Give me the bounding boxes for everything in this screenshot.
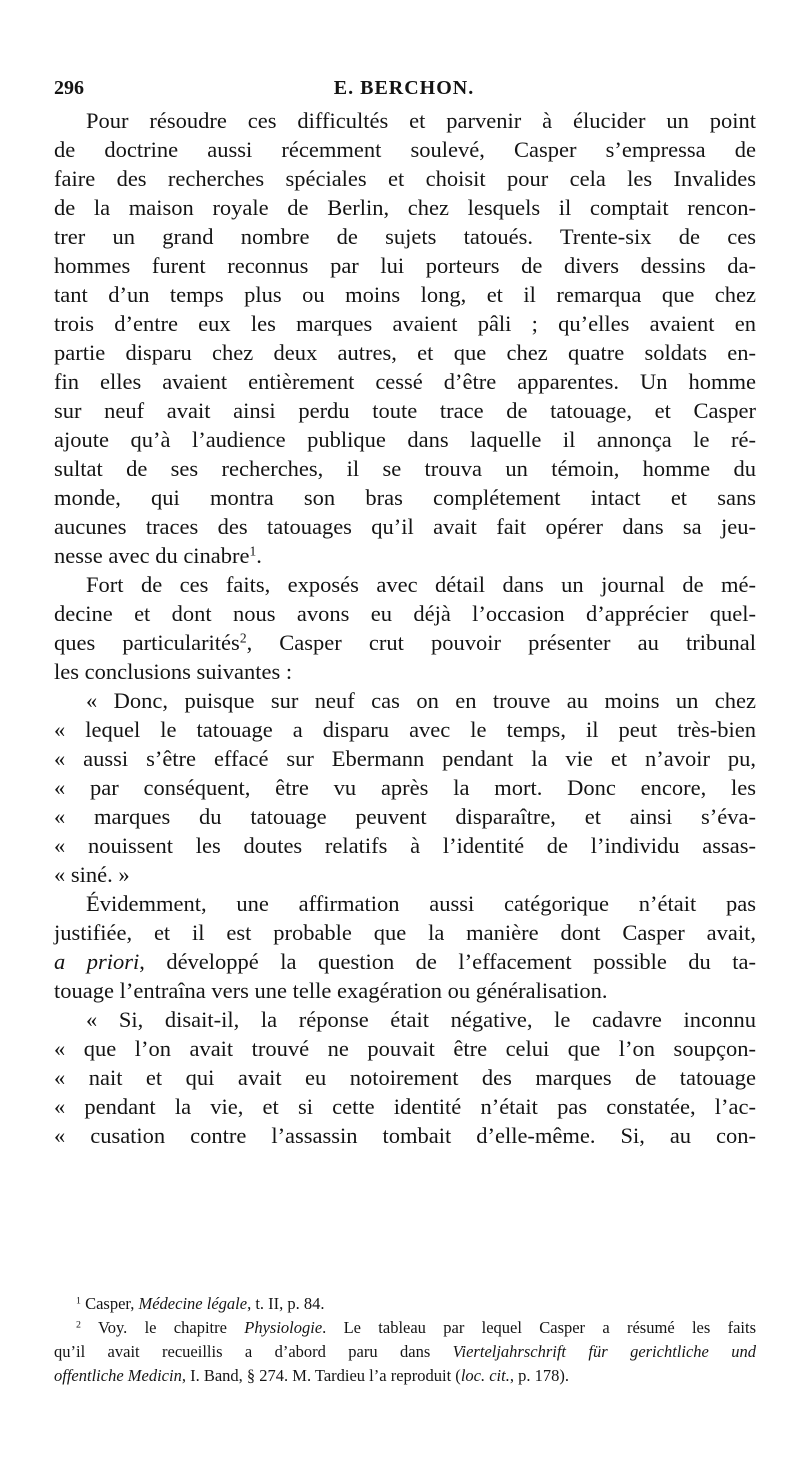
footnote-line	[54, 1292, 756, 1316]
text-line	[54, 1063, 756, 1092]
line-text: nesse avec du cinabre	[54, 543, 250, 568]
text-line	[54, 280, 756, 309]
text-line	[54, 1092, 756, 1121]
text-line	[54, 396, 756, 425]
line-text: de doctrine aussi récemment soulevé, Casper s’empressa de	[54, 137, 756, 162]
line-text: justifiée, et il est probable que la manière dont Casper avait,	[54, 920, 756, 945]
line-text: Évidemment, une affirmation aussi catégorique n’était pas	[86, 891, 756, 916]
line-text: « siné. »	[54, 862, 130, 887]
text-line	[54, 802, 756, 831]
line-text: monde, qui montra son bras complétement intact et sans	[54, 485, 756, 510]
footnote-ref: 1	[249, 543, 257, 559]
text-line	[54, 541, 756, 570]
line-text: sultat de ses recherches, il se trouva un témoin, homme du	[54, 456, 756, 481]
text-line	[54, 425, 756, 454]
text-line	[54, 512, 756, 541]
line-text: « Si, disait-il, la réponse était négative, le cadavre inconnu	[86, 1007, 756, 1032]
text-line	[54, 251, 756, 280]
text-line	[54, 686, 756, 715]
text-line	[54, 483, 756, 512]
line-text: de la maison royale de Berlin, chez lesquels il comptait rencon-	[54, 195, 756, 220]
text-line	[54, 1121, 756, 1150]
text-line	[54, 831, 756, 860]
line-text: partie disparu chez deux autres, et que chez quatre soldats en-	[54, 340, 756, 365]
line-text: « par conséquent, être vu après la mort. Donc encore, les	[54, 775, 756, 800]
text-line	[54, 715, 756, 744]
text-line	[54, 222, 756, 251]
text-line	[54, 1005, 756, 1034]
text-line	[54, 976, 756, 1005]
text-line	[54, 744, 756, 773]
italic-text: Physiologie	[244, 1318, 323, 1337]
text-line	[54, 570, 756, 599]
line-text-continued: , t. II, p. 84.	[247, 1294, 325, 1313]
running-head: E. BERCHON.	[333, 77, 475, 99]
footnote-number: 2	[76, 1319, 81, 1331]
text-line	[54, 628, 756, 657]
line-text: ques particularités	[54, 630, 240, 655]
text-line	[54, 454, 756, 483]
line-text: aucunes traces des tatouages qu’il avait fait opérer dans sa jeu-	[54, 514, 756, 539]
line-text-continued: .	[256, 543, 262, 568]
line-text: Fort de ces faits, exposés avec détail dans un journal de mé-	[86, 572, 756, 597]
line-text: sur neuf avait ainsi perdu toute trace de tatouage, et Casper	[54, 398, 756, 423]
text-line	[54, 599, 756, 628]
text-line	[54, 338, 756, 367]
text-line	[54, 947, 756, 976]
text-line	[54, 918, 756, 947]
line-text: « nait et qui avait eu notoirement des marques de tatouage	[54, 1065, 756, 1090]
line-text: tant d’un temps plus ou moins long, et il remarqua que chez	[54, 282, 756, 307]
text-line	[54, 1034, 756, 1063]
text-line	[54, 135, 756, 164]
line-text: Pour résoudre ces difficultés et parvenir à élucider un point	[86, 108, 756, 133]
line-text: touage l’entraîna vers une telle exagération ou généralisation.	[54, 978, 608, 1003]
text-line	[54, 657, 756, 686]
line-text: qu’il avait recueillis a d’abord paru dans	[54, 1342, 453, 1361]
line-text: « cusation contre l’assassin tombait d’elle-même. Si, au con-	[54, 1123, 756, 1148]
line-text: ajoute qu’à l’audience publique dans laquelle il annonça le ré-	[54, 427, 756, 452]
line-text: faire des recherches spéciales et choisit pour cela les Invalides	[54, 166, 756, 191]
line-text: « nouissent les doutes relatifs à l’identité de l’individu assas-	[54, 833, 756, 858]
line-text-continued: , p. 178).	[509, 1366, 569, 1385]
text-line	[54, 773, 756, 802]
line-text-continued: , I. Band, § 274. M. Tardieu l’a reproduit (	[181, 1366, 461, 1385]
line-text: hommes furent reconnus par lui porteurs de divers dessins da-	[54, 253, 756, 278]
line-text: « aussi s’être effacé sur Ebermann pendant la vie et n’avoir pu,	[54, 746, 756, 771]
italic-text: Vierteljahrschrift für gerichtliche und	[452, 1342, 757, 1361]
text-line	[54, 860, 756, 889]
text-line	[54, 367, 756, 396]
line-text-continued: , Casper crut pouvoir présenter au tribunal	[246, 630, 756, 655]
line-text: trer un grand nombre de sujets tatoués. Trente-six de ces	[54, 224, 756, 249]
page-header	[54, 77, 754, 105]
line-text: « pendant la vie, et si cette identité n’était pas constatée, l’ac-	[54, 1094, 756, 1119]
text-line	[54, 193, 756, 222]
italic-text: a priori	[54, 949, 140, 974]
text-line	[54, 309, 756, 338]
footnote-line	[54, 1364, 756, 1388]
footnotes	[54, 1292, 756, 1388]
footnote-ref: 2	[239, 630, 247, 646]
line-text: « que l’on avait trouvé ne pouvait être celui que l’on soupçon-	[54, 1036, 756, 1061]
italic-text: loc. cit.	[460, 1366, 510, 1385]
text-line	[54, 164, 756, 193]
body-text	[54, 106, 756, 1150]
line-text: « Donc, puisque sur neuf cas on en trouve au moins un chez	[86, 688, 756, 713]
footnote-number: 1	[76, 1295, 81, 1307]
italic-text: Médecine légale	[138, 1294, 248, 1313]
line-text-continued: , développé la question de l’effacement possible du ta-	[139, 949, 757, 974]
line-text: trois d’entre eux les marques avaient pâli ; qu’elles avaient en	[54, 311, 756, 336]
line-text: « marques du tatouage peuvent disparaître, et ainsi s’éva-	[54, 804, 756, 829]
line-text: les conclusions suivantes :	[54, 659, 293, 684]
footnote-line	[54, 1340, 756, 1364]
text-line	[54, 106, 756, 135]
page-number: 296	[54, 77, 84, 99]
text-line	[54, 889, 756, 918]
footnote-line	[54, 1316, 756, 1340]
line-text: decine et dont nous avons eu déjà l’occasion d’apprécier quel-	[54, 601, 756, 626]
line-text: Casper,	[80, 1294, 139, 1313]
line-text: Voy. le chapitre	[80, 1318, 245, 1337]
line-text: « lequel le tatouage a disparu avec le temps, il peut très-bien	[54, 717, 756, 742]
line-text: fin elles avaient entièrement cessé d’être apparentes. Un homme	[54, 369, 756, 394]
line-text-continued: . Le tableau par lequel Casper a résumé les faits	[322, 1318, 756, 1337]
italic-text: offentliche Medicin	[54, 1366, 182, 1385]
